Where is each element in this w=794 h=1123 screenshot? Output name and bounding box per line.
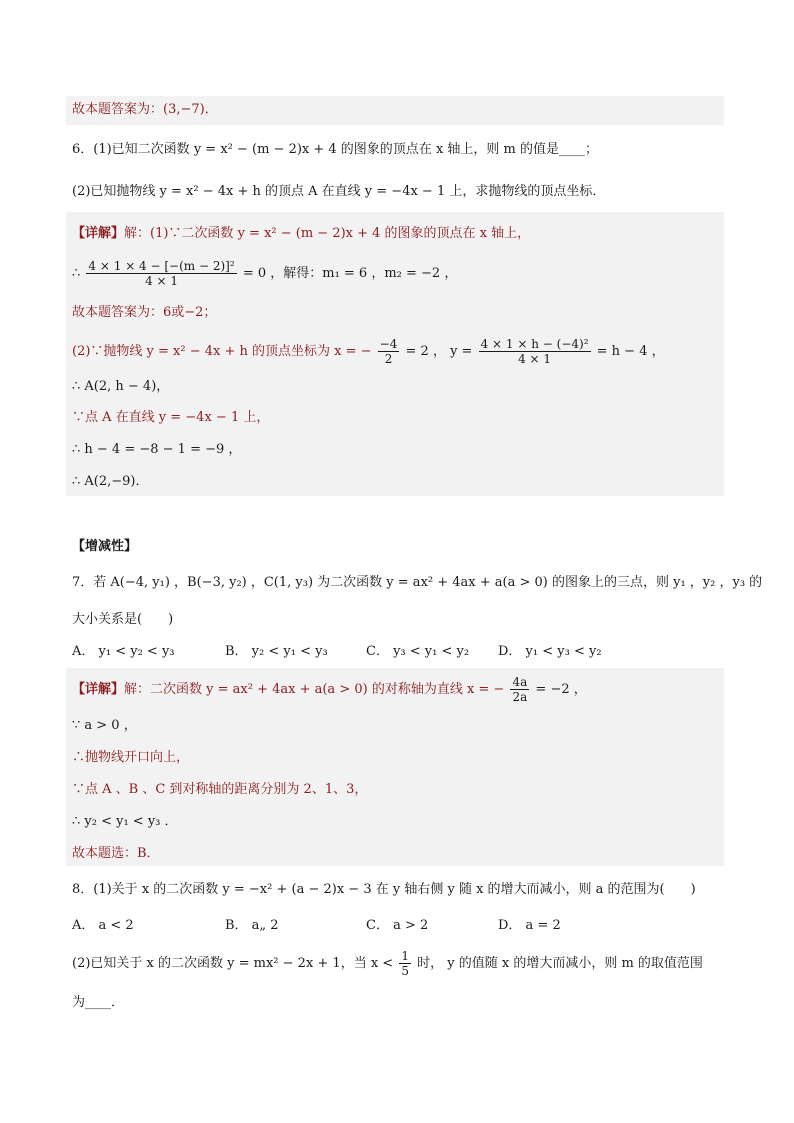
- q8-option-d: D． a = 2: [498, 918, 561, 933]
- solution-6-line8: ∴ A(2,−9)．: [72, 474, 149, 489]
- equation-text: = 2 ， y =: [405, 344, 473, 359]
- solution-6-line5: ∴ A(2, h − 4)，: [72, 379, 170, 394]
- answer-line: 故本题答案为：(3,−7)．: [72, 102, 218, 117]
- solution-7-line5: ∴ y₂ < y₁ < y₃ ．: [72, 814, 178, 829]
- question-8-part2: [72, 948, 703, 980]
- solution-text: 解：(1)∵二次函数 y = x² − (m − 2)x + 4 的图象的顶点在 x 轴上，: [124, 226, 531, 241]
- solution-7-line2: ∵ a > 0 ，: [72, 718, 137, 733]
- question-6-part1: 6．(1)已知二次函数 y = x² − (m − 2)x + 4 的图象的顶点在 x 轴上，则 m 的值是____；: [72, 142, 598, 157]
- detail-tag: 【详解】: [72, 226, 125, 241]
- q7-option-c: C． y₃ < y₁ < y₂: [366, 644, 470, 659]
- solution-text: (2)∵抛物线 y = x² − 4x + h 的顶点坐标为 x = −: [72, 344, 372, 359]
- question-8-part3: 为____．: [72, 995, 125, 1010]
- solution-text: 解：二次函数 y = ax² + 4ax + a(a > 0) 的对称轴为直线 x = −: [124, 682, 505, 697]
- question-7-line2: 大小关系是( ): [72, 612, 174, 627]
- fraction: $\frac{-4}{2}$: [379, 337, 398, 366]
- question-8-part1: 8．(1)关于 x 的二次函数 y = −x² + (a − 2)x − 3 在 y 轴右侧 y 随 x 的增大而减小，则 a 的范围为( ): [72, 882, 696, 897]
- equation-text: = −2 ，: [535, 682, 587, 697]
- q8-option-b: B． a„ 2: [225, 918, 279, 933]
- fraction: $\frac{4a}{2a}$: [512, 675, 528, 704]
- solution-6-line7: ∴ h − 4 = −8 − 1 = −9 ，: [72, 442, 242, 457]
- question-text: 时， y 的值随 x 的增大而减小，则 m 的取值范围: [417, 956, 703, 971]
- equation-text: = h − 4 ，: [596, 344, 665, 359]
- equation-text: = 0 ，解得：m₁ = 6 ，m₂ = −2 ，: [242, 266, 458, 281]
- section-title: 【增减性】: [72, 539, 138, 554]
- solution-6-line2: [72, 258, 457, 290]
- q7-option-d: D． y₁ < y₃ < y₂: [498, 644, 602, 659]
- solution-6-line3: 故本题答案为：6或−2；: [72, 305, 217, 320]
- solution-7-line1: [72, 674, 587, 706]
- q8-option-c: C． a > 2: [366, 918, 429, 933]
- solution-6-line4: [72, 336, 665, 368]
- question-7-line1: 7．若 A(−4, y₁) ，B(−3, y₂) ，C(1, y₃) 为二次函数 y = ax² + 4ax + a(a > 0) 的图象上的三点，则 y₁ ，y₂ ，y₃ 的: [72, 575, 763, 590]
- q7-option-b: B． y₂ < y₁ < y₃: [225, 644, 328, 659]
- solution-6-line1: [72, 224, 530, 244]
- question-text: (2)已知关于 x 的二次函数 y = mx² − 2x + 1，当 x <: [72, 956, 394, 971]
- q8-option-a: A． a < 2: [72, 918, 134, 933]
- solution-6-line6: ∵点 A 在直线 y = −4x − 1 上，: [72, 410, 270, 425]
- solution-7-line4: ∵点 A 、B 、C 到对称轴的距离分别为 2、1、3，: [72, 782, 368, 797]
- question-6-part2: (2)已知抛物线 y = x² − 4x + h 的顶点 A 在直线 y = −4x − 1 上，求抛物线的顶点坐标．: [72, 184, 606, 199]
- fraction: $\frac{1}{5}$: [401, 949, 409, 978]
- solution-7-line6: 故本题选：B．: [72, 846, 160, 861]
- q7-option-a: A． y₁ < y₂ < y₃: [72, 644, 175, 659]
- therefore-symbol: ∴: [72, 266, 81, 281]
- fraction: $\frac{\text{4 × 1 × h − (−4)²}}{4 \times 1}$: [480, 337, 589, 366]
- solution-7-line3: ∴抛物线开口向上，: [72, 750, 190, 765]
- detail-tag: 【详解】: [72, 682, 125, 697]
- fraction: $\frac{\text{4 × 1 × 4 − [−(m − 2)]²}}{4 \times 1}$: [88, 259, 235, 288]
